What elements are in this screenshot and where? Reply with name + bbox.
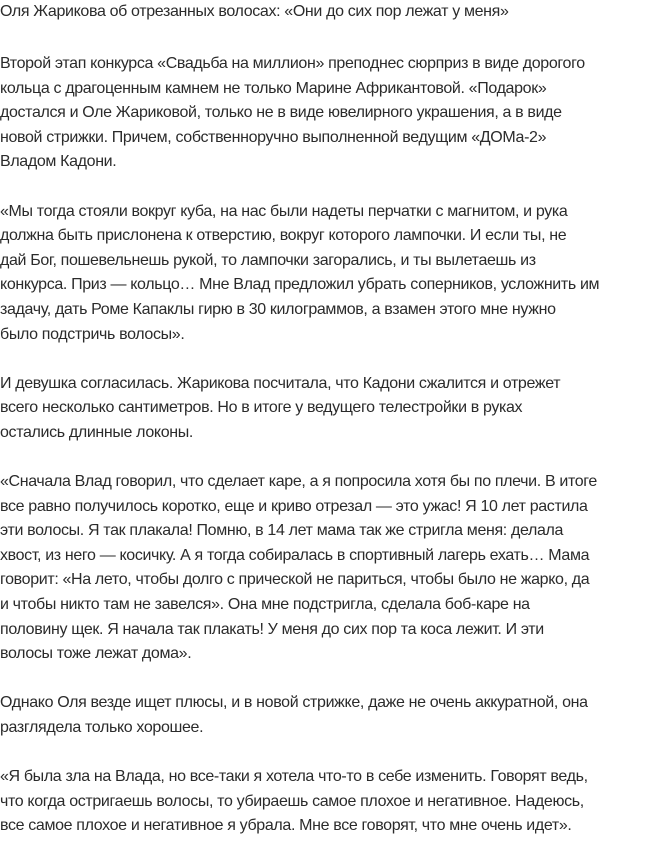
- article-paragraph: [0, 200, 670, 348]
- paragraph-line: «Мы тогда стояли вокруг куба, на нас были надеты перчатки с магнитом, и рука: [0, 202, 568, 220]
- paragraph-line: остались длинные локоны.: [0, 423, 193, 441]
- article-body: [0, 52, 670, 864]
- article-paragraph: [0, 470, 670, 667]
- article-paragraph: [0, 372, 670, 446]
- paragraph-line: что когда остригаешь волосы, то убираешь самое плохое и негативное. Надеюсь,: [0, 792, 584, 810]
- paragraph-line: дай Бог, пошевельнешь рукой, то лампочки загорались, и ты вылетаешь из: [0, 251, 536, 269]
- paragraph-line: «Я была зла на Влада, но все-таки я хотела что-то в себе изменить. Говорят ведь,: [0, 768, 588, 786]
- paragraph-line: Владом Кадони.: [0, 153, 117, 171]
- paragraph-line: говорит: «На лето, чтобы долго с прической не париться, чтобы было не жарко, да: [0, 571, 590, 589]
- paragraph-line: Второй этап конкурса «Свадьба на миллион» преподнес сюрприз в виде дорогого: [0, 55, 585, 72]
- paragraph-line: Однако Оля везде ищет плюсы, и в новой стрижке, даже не очень аккуратной, она: [0, 694, 588, 712]
- paragraph-line: было подстричь волосы».: [0, 325, 185, 343]
- article-paragraph: [0, 765, 670, 839]
- paragraph-line: и чтобы никто там не завелся». Она мне подстригла, сделала боб-каре на: [0, 596, 530, 614]
- paragraph-line: все самое плохое и негативное я убрала. Мне все говорят, что мне очень идет».: [0, 817, 572, 835]
- article-title: Оля Жарикова об отрезанных волосах: «Они до сих пор лежат у меня»: [0, 3, 509, 20]
- paragraph-line: задачу, дать Роме Капаклы гирю в 30 килограммов, а взамен этого мне нужно: [0, 300, 556, 318]
- paragraph-line: И девушка согласилась. Жарикова посчитала, что Кадони сжалится и отрежет: [0, 374, 561, 392]
- paragraph-line: волосы тоже лежат дома».: [0, 645, 192, 663]
- paragraph-line: должна быть прислонена к отверстию, вокруг которого лампочки. И если ты, не: [0, 227, 567, 245]
- paragraph-line: все равно получилось коротко, еще и криво отрезал — это ужас! Я 10 лет растила: [0, 497, 588, 515]
- paragraph-line: кольца с драгоценным камнем не только Марине Африкантовой. «Подарок»: [0, 79, 547, 97]
- article-paragraph: [0, 691, 670, 740]
- paragraph-line: эти волосы. Я так плакала! Помню, в 14 лет мама так же стригла меня: делала: [0, 522, 564, 540]
- paragraph-line: достался и Оле Жариковой, только не в виде ювелирного украшения, а в виде: [0, 104, 562, 122]
- paragraph-line: хвост, из него — косичку. А я тогда собиралась в спортивный лагерь ехать… Мама: [0, 546, 590, 564]
- paragraph-line: «Сначала Влад говорил, что сделает каре, а я попросила хотя бы по плечи. В итоге: [0, 473, 597, 491]
- paragraph-line: конкурса. Приз — кольцо… Мне Влад предложил убрать соперников, усложнить им: [0, 276, 600, 294]
- article-paragraph: [0, 52, 670, 175]
- paragraph-line: всего несколько сантиметров. Но в итоге у ведущего телестройки в руках: [0, 399, 523, 417]
- paragraph-line: новой стрижки. Причем, собственноручно выполненной ведущим «ДОМа-2»: [0, 128, 547, 146]
- paragraph-line: половину щек. Я начала так плакать! У меня до сих пор та коса лежит. И эти: [0, 620, 544, 638]
- paragraph-line: разглядела только хорошее.: [0, 719, 204, 737]
